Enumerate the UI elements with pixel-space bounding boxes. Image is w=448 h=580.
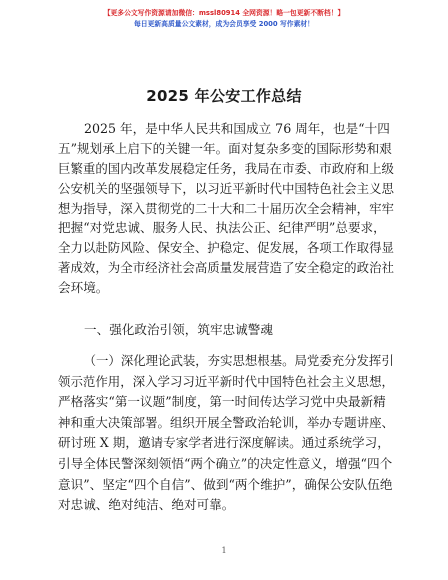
paragraph-intro: [58, 119, 394, 298]
text-line: 领示范作用，深入学习习近平新时代中国特色社会主义思想，: [58, 373, 394, 389]
promo-banner-line-1: 【更多公文写作资源请加微信：mssl80914 全网资源！略一包更新不断档！】: [103, 9, 345, 17]
text-line: 五”规划承上启下的关键一年。面对复杂多变的国际形势和艰: [58, 140, 392, 156]
text-line: 研讨班 X 期，邀请专家学者进行深度解读。通过系统学习，: [58, 435, 390, 451]
page-number: 1: [221, 546, 227, 555]
document-title: 2025 年公安工作总结: [146, 87, 302, 105]
paragraph-subsection-1: [58, 351, 394, 516]
text-line: 会环境。: [58, 280, 109, 296]
text-line: 公安机关的坚强领导下，以习近平新时代中国特色社会主义思: [58, 180, 394, 196]
section-heading: [58, 320, 394, 340]
text-line: 著成效，为全市经济社会高质量发展营造了安全稳定的政治社: [58, 260, 394, 276]
text-line: 想为指导，深入贯彻党的二十大和二十届历次全会精神，牢牢: [58, 200, 394, 216]
text-line: 严格落实“第一议题”制度，第一时间传达学习党中央最新精: [58, 394, 386, 410]
text-line: 2025 年，是中华人民共和国成立 76 周年，也是“十四: [84, 121, 390, 136]
text-line: 意识”、坚定“四个自信”、做到“两个维护”，确保公安队伍绝: [58, 476, 393, 492]
text-line: （一）深化理论武装，夯实思想根基。局党委充分发挥引: [83, 353, 394, 368]
text-line: 全力以赴防风险、保安全、护稳定、促发展，各项工作取得显: [58, 240, 394, 256]
promo-banner-line-2: 每日更新高质量公文素材，成为会员享受 2000 写作素材！: [134, 20, 314, 28]
section-heading-text: 一、强化政治引领，筑牢忠诚警魂: [84, 322, 273, 337]
text-line: 神和重大决策部署。组织开展全警政治轮训，举办专题讲座、: [58, 414, 394, 430]
text-line: 引导全体民警深刻领悟“两个确立”的决定性意义，增强“四个: [58, 455, 393, 471]
text-line: 对忠诚、绝对纯洁、绝对可靠。: [58, 497, 235, 513]
text-line: 巨繁重的国内改革发展稳定任务，我局在市委、市政府和上级: [58, 160, 394, 176]
text-line: 把握“对党忠诚、服务人民、执法公正、纪律严明”总要求，: [58, 220, 386, 236]
